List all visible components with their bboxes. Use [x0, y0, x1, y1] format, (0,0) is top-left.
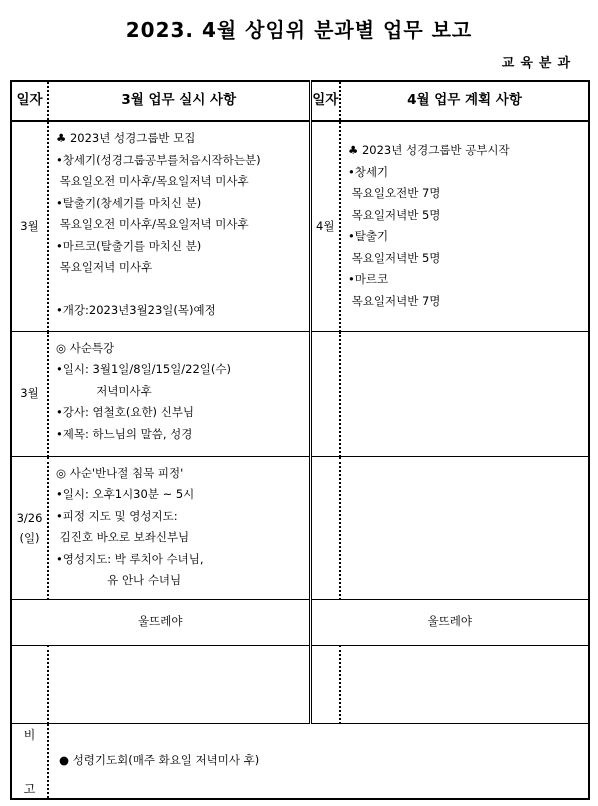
- list-item: 목요일오전반 7명: [348, 186, 441, 200]
- list-item: ♣ 2023년 성경그룹반 공부시작: [348, 143, 510, 157]
- list-item: 목요일저녁반 5명: [348, 207, 441, 222]
- row2-april-content: [340, 331, 589, 456]
- list-item: ◎ 사순특강: [56, 340, 115, 355]
- list-item: •피정 지도 및 영성지도:: [56, 508, 178, 523]
- department-label: 교육분과: [501, 56, 576, 71]
- list-item: •강사: 염철호(요한) 신부님: [56, 405, 195, 419]
- report-table: [10, 80, 590, 800]
- table-row: [11, 456, 589, 599]
- list-item: 저녁미사후: [56, 383, 152, 398]
- row1-march-content: [48, 121, 310, 331]
- row2-march-lines: [49, 332, 309, 446]
- row2-march-content: [48, 331, 310, 456]
- footer-right: 울뜨레야: [310, 599, 589, 645]
- list-item: •탈출기: [348, 229, 389, 243]
- remarks-label-top: 비: [23, 727, 36, 742]
- remarks-label: [11, 723, 48, 799]
- empty-april: [340, 645, 589, 723]
- table-row: [11, 121, 589, 331]
- remarks-row: [11, 723, 589, 799]
- list-item: [56, 279, 309, 301]
- row3-april-content: [340, 456, 589, 599]
- list-item: •개강:2023년3월23일(목)예정: [56, 303, 216, 317]
- col-header-date-right: 일자: [310, 81, 340, 121]
- list-item: •창세기: [348, 164, 389, 179]
- col-header-date-left: 일자: [11, 81, 48, 121]
- list-item: ♣ 2023년 성경그룹반 모집: [56, 131, 196, 145]
- list-item: 유 안나 수녀님: [56, 573, 182, 587]
- page-title: 2023. 4월 상임위 분과별 업무 보고: [125, 18, 473, 42]
- list-item: •제목: 하느님의 말씀, 성경: [56, 426, 193, 441]
- row1-date-left: 3월: [11, 121, 48, 331]
- list-item: 목요일저녁반 5명: [348, 250, 441, 265]
- remarks-content: ● 성령기도회(매주 화요일 저녁미사 후): [48, 723, 589, 799]
- row3-date-left: [11, 456, 48, 599]
- list-item: 김진호 바오로 보좌신부님: [56, 530, 190, 544]
- empty-date-left: [11, 645, 48, 723]
- list-item: •마르코: [348, 272, 389, 286]
- empty-date-right: [310, 645, 340, 723]
- row1-date-right: 4월: [310, 121, 340, 331]
- list-item: 목요일오전 미사후/목요일저녁 미사후: [56, 217, 249, 231]
- list-item: 목요일저녁반 7명: [348, 293, 441, 308]
- row3-date-right: [310, 456, 340, 599]
- list-item: •영성지도: 박 루치아 수녀님,: [56, 551, 204, 566]
- row1-march-lines: [49, 122, 309, 322]
- row3-date-line1: 3/26: [16, 510, 43, 525]
- row3-march-content: [48, 456, 310, 599]
- row2-date-right: [310, 331, 340, 456]
- list-item: 목요일오전 미사후/목요일저녁 미사후: [56, 174, 249, 188]
- row3-date-line2: (일): [19, 530, 40, 545]
- list-item: •창세기(성경그룹공부를처음시작하는분): [56, 152, 261, 167]
- list-item: •일시: 오후1시30분 ~ 5시: [56, 487, 195, 501]
- footer-row: [11, 599, 589, 645]
- list-item: •마르코(탈출기를 마치신 분): [56, 238, 202, 253]
- empty-march: [48, 645, 310, 723]
- footer-left: 울뜨레야: [11, 599, 310, 645]
- list-item: ◎ 사순'반나절 침묵 피정': [56, 465, 184, 480]
- header-row: [11, 81, 589, 121]
- table-row: [11, 331, 589, 456]
- row3-march-lines: [49, 457, 309, 592]
- col-header-march: 3월 업무 실시 사항: [48, 81, 310, 121]
- list-item: •탈출기(창세기를 마치신 분): [56, 195, 202, 210]
- remarks-label-bottom: 고: [23, 781, 36, 796]
- row1-april-lines: [341, 122, 588, 312]
- empty-row: [11, 645, 589, 723]
- col-header-april: 4월 업무 계획 사항: [340, 81, 589, 121]
- row2-date-left: 3월: [11, 331, 48, 456]
- list-item: •일시: 3월1일/8일/15일/22일(수): [56, 362, 231, 376]
- list-item: 목요일저녁 미사후: [56, 260, 153, 274]
- row1-april-content: [340, 121, 589, 331]
